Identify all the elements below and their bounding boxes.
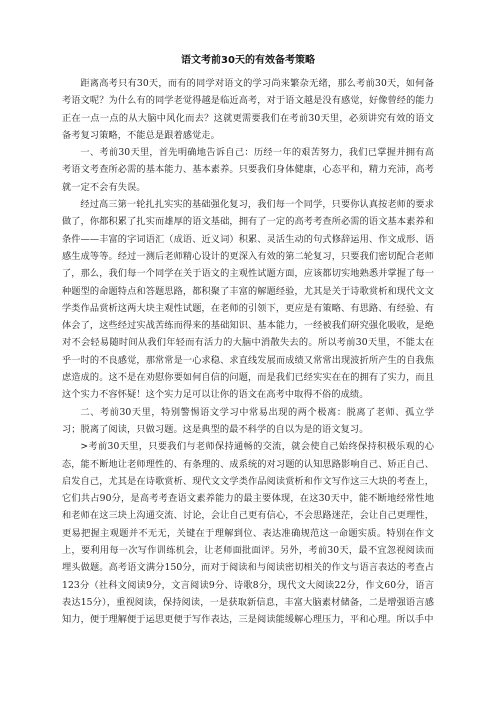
paragraph-point-two: 二、考前30天里，特别警惕语文学习中常易出现的两个极离：脱离了老师、孤立学习；脱离了阅读，只做习题。这是典型的最不科学的自以为是的语文复习。 (62, 406, 434, 435)
paragraph-teacher-reading: >考前30天里，只要我们与老师保持通畅的交流，就会使自己始终保持积极乐观的心态，能不断地让老师理性的、有条理的、成系统的对习题的认知思路影响自己、矫正自己、启发自己，尤其是在诗歌赏析、现代文文学类作品阅读赏析和作文写作这三大块的考查上，它们共占90分，是高考考查语文素养能力的最主要体现，在这30天中，能不断地经常性地和老师在这三块上沟通交流、讨论，会让自己更有信心，不会思路迷茫，会让自己更理性，更易把握主观题并不无无，关键在于理解到位、表达准确规范这一命题实质。特别在作文上，要利用每一次写作训练机会，让老师面批面评。另外，考前30天，最不宜忽视阅读而埋头做题。高考语文满分150分，而对于阅读和与阅读密切相关的作文与语言表达的考查占123分（社科文阅读9分，文言阅读9分、诗歌8分，现代文大阅读22分，作文60分，语言表达15分），重视阅读，保持阅读，一是获取新信息，丰富大脑素材储备，二是增强语言感知力，便于理解便于运思更便于写作表达，三是阅读能缓解心理压力，平和心理。所以手中 (62, 441, 434, 626)
document-title: 语文考前30天的有效备考策略 (181, 55, 315, 66)
paragraph-point-one: 一、考前30天里，首先明确地告诉自己：历经一年的艰苦努力，我们已掌握并拥有高考语文考查所必需的基本能力、基本素养。只要我们身体健康，心态平和，精力充沛，高考就一定不会有失误。 (62, 147, 434, 193)
paragraph-foundation: 经过高三第一轮扎扎实实的基础强化复习，我们每一个同学，只要你认真按老师的要求做了，你都积累了扎实而雄厚的语文基础，拥有了一定的高考考查所必需的语文基本素养和条件——丰富的字词语汇（成语、近义词）积累、灵活生动的句式修辞运用、作文成形、语感生成等等。经过一测后老师精心设计的更深入有效的第二轮复习，只要我们密切配合老师了，那么，我们每一个同学在关于语文的主观性试题方面，应该都切实地熟悉并掌握了每一种题型的命题特点和答题思路，都积聚了丰富的解题经验，尤其是关于诗歌赏析和现代文文学类作品赏析这两大块主观性试题，在老师的引领下，更应是有策略、有思路、有经验、有体会了，这些经过实战苦练而得来的基础知识、基本能力，一经被我们研究强化吸收，是绝对不会轻易随时间从我们年轻而有活力的大脑中消散失去的。所以考前30天里，不能太在乎一时的不良感觉，那常常是一心求稳、求直线发展而成绩又常常出现波折所产生的自我焦虑造成的。这不是在劝慰你要如何自信的问题，而是我们已经实实在在的拥有了实力，而且这个实力不容怀疑！这个实力足可以让你的语文在高考中取得不俗的成绩。 (62, 199, 434, 401)
paragraph-intro: 距离高考只有30天，而有的同学对语文的学习尚来繁杂无绪，那么考前30天，如何备考语文呢？为什么有的同学老觉得越是临近高考，对于语文越是没有感觉，好像曾经的能力正在一点一点的从大脑中风化而去？这就更需要我们在考前30天里，必须讲究有效的语文备考复习策略，不能总是跟着感觉走。 (62, 78, 434, 141)
